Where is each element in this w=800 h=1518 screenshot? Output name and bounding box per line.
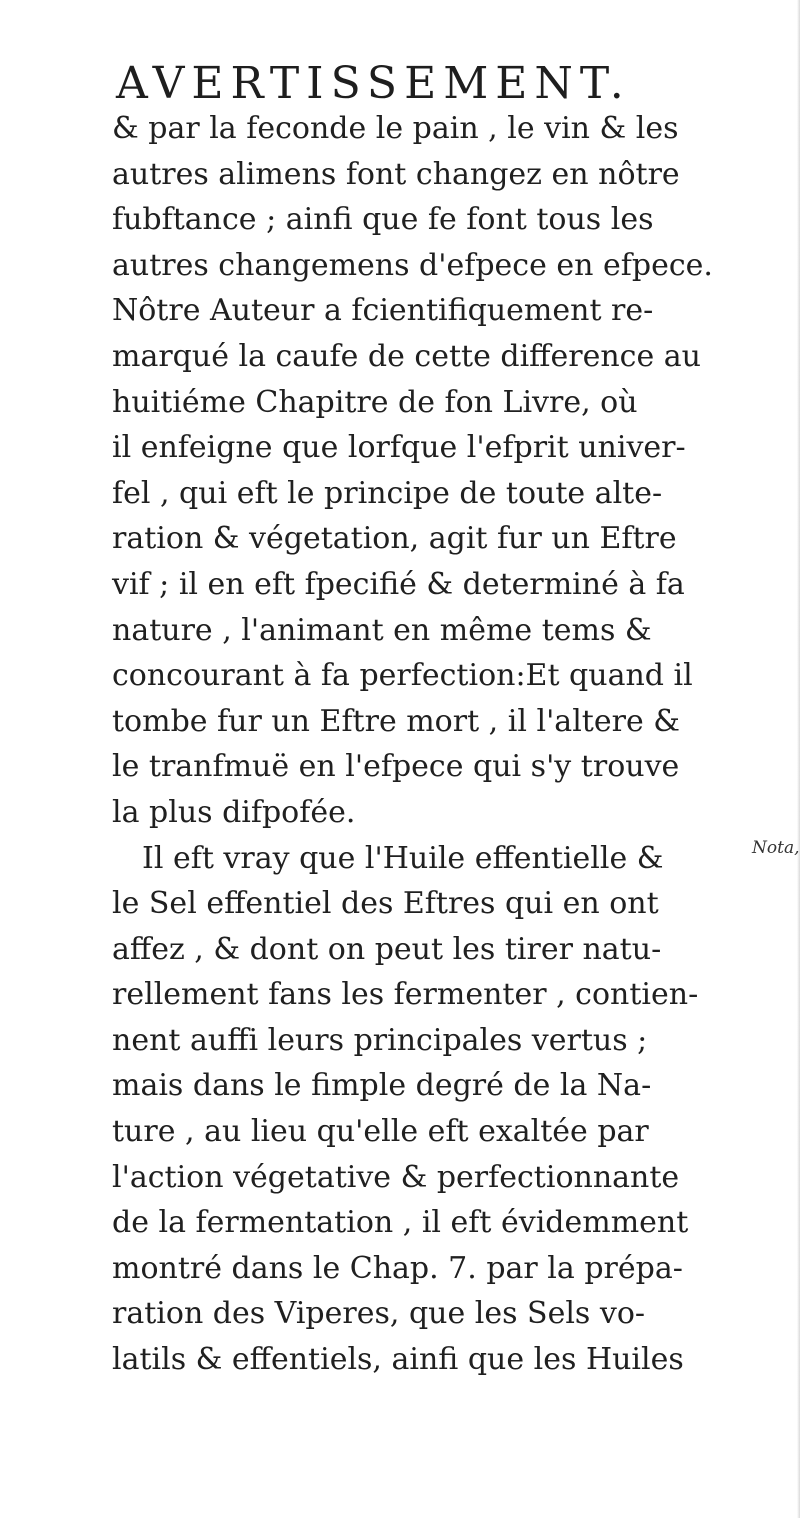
text-line: huitiéme Chapitre de fon Livre, où (112, 384, 638, 420)
text-line: rellement fans les fermenter , contien- (112, 977, 699, 1013)
text-line: l'action végetative & perfectionnante (112, 1159, 680, 1195)
text-line: Il eft vray que l'Huile effentielle & (142, 840, 664, 876)
text-line: tombe fur un Eftre mort , il l'altere & (112, 703, 680, 739)
text-line: ration & végetation, agit fur un Eftre (112, 521, 677, 557)
text-line: autres changemens d'efpece en efpece. (112, 247, 713, 283)
text-line: & par la feconde le pain , le vin & les (112, 111, 679, 146)
text-line: latils & effentiels, ainfi que les Huiles (112, 1342, 684, 1378)
running-head: AVERTISSEMENT. (116, 58, 631, 109)
text-line: nature , l'animant en même tems & (112, 612, 652, 648)
text-line: vif ; il en eft fpecifié & determiné à fa (112, 566, 685, 602)
text-line: le Sel effentiel des Eftres qui en ont (112, 886, 659, 922)
text-line: ration des Viperes, que les Sels vo- (112, 1296, 646, 1332)
text-line: la plus difpofée. (112, 794, 356, 830)
text-line: montré dans le Chap. 7. par la prépa- (112, 1250, 683, 1286)
text-line: Nôtre Auteur a fcientifiquement re- (112, 293, 654, 329)
text-line: fel , qui eft le principe de toute alte- (112, 475, 663, 511)
text-line: nent auffi leurs principales vertus ; (112, 1022, 648, 1058)
margin-note: Nota, (752, 838, 800, 858)
text-line: concourant à fa perfection:Et quand il (112, 658, 693, 694)
text-line: fubftance ; ainfi que fe font tous les (112, 202, 654, 238)
body-text (112, 106, 712, 1383)
text-line: mais dans le fimple degré de la Na- (112, 1068, 652, 1104)
text-line: le tranfmuë en l'efpece qui s'y trouve (112, 749, 680, 785)
text-line: affez , & dont on peut les tirer natu- (112, 931, 662, 967)
text-line: ture , au lieu qu'elle eft exaltée par (112, 1114, 649, 1150)
text-line: de la fermentation , il eft évidemment (112, 1205, 689, 1241)
text-line: autres alimens font changez en nôtre (112, 156, 680, 192)
text-line: marqué la caufe de cette difference au (112, 338, 701, 374)
text-line: il enfeigne que lorfque l'efprit univer- (112, 430, 686, 466)
